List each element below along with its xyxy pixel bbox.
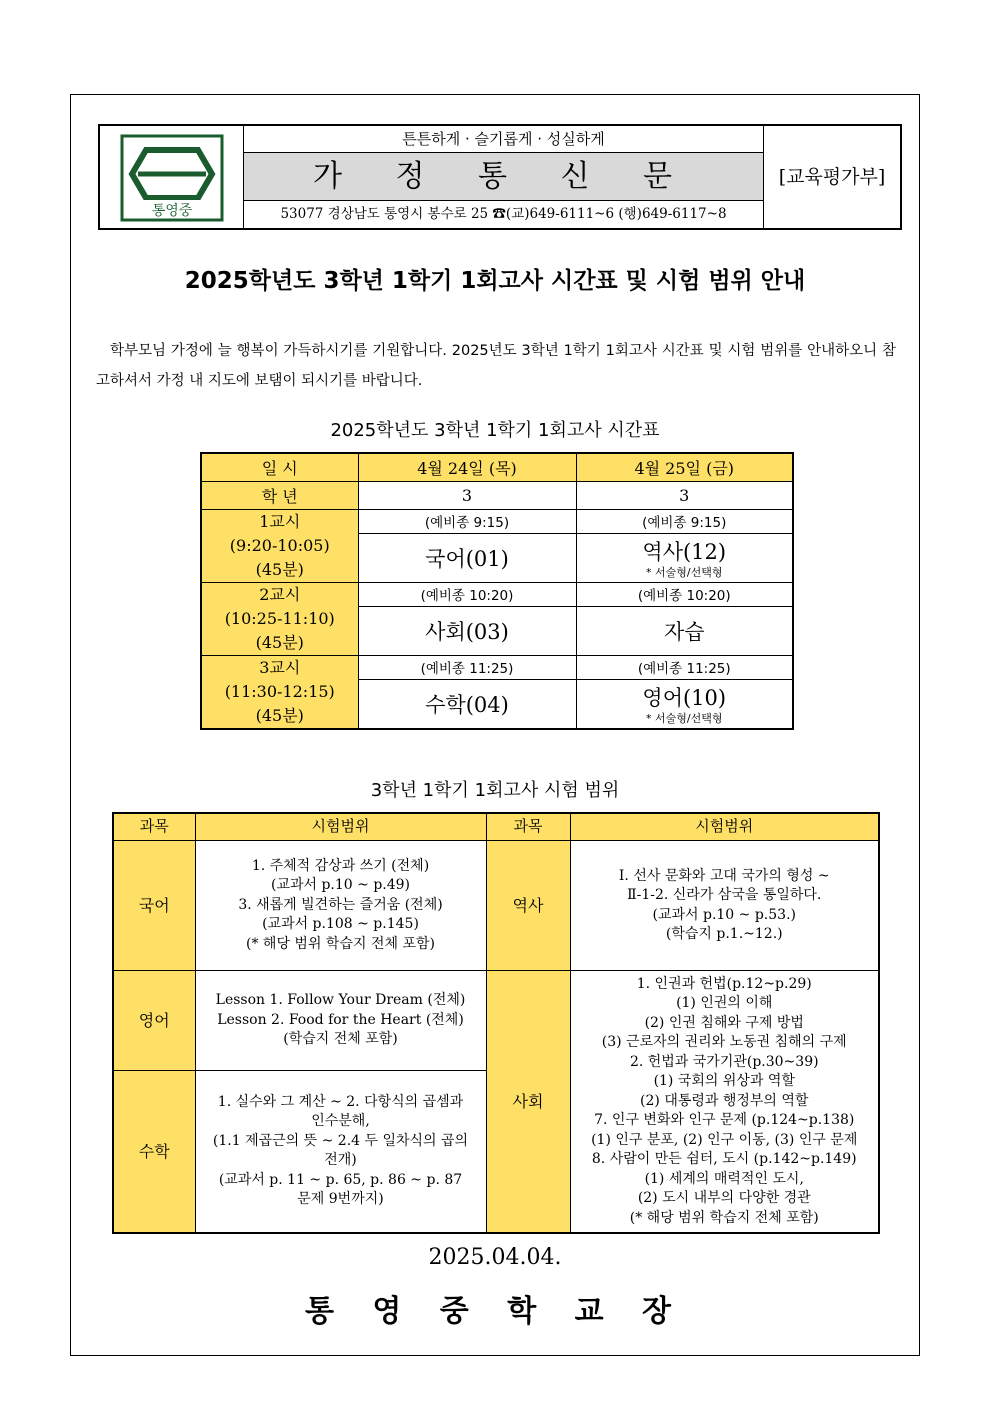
- period-2-bell-day2: (예비종 10:20): [576, 582, 793, 606]
- range-line: (학습지 전체 포함): [283, 1031, 398, 1048]
- period-2-subject-day2: 자습: [576, 606, 793, 655]
- period-3-bell-day2: (예비종 11:25): [576, 655, 793, 680]
- period-1-time: (9:20-10:05): [229, 535, 330, 555]
- period-3-cell: [201, 655, 358, 729]
- range-line: (교과서 p. 11 ~ p. 65, p. 86 ~ p. 87: [218, 1171, 463, 1188]
- subject-header-right: 과목: [486, 813, 570, 841]
- range-line: (* 해당 범위 학습지 전체 포함): [246, 935, 435, 952]
- range-line: (교과서 p.108 ~ p.145): [262, 916, 419, 933]
- exam-schedule-table: [200, 452, 794, 730]
- range-line: (* 해당 범위 학습지 전체 포함): [629, 1209, 819, 1226]
- day1-header: 4월 24일 (목): [358, 453, 576, 481]
- range-line: 1. 인권과 헌법(p.12~p.29): [636, 975, 812, 992]
- period-3-time: (11:30-12:15): [224, 681, 335, 701]
- range-line: 3. 새롭게 빌견하는 즐거움 (전체): [238, 896, 443, 913]
- range-line: (1) 세계의 매력적인 도시,: [644, 1170, 804, 1187]
- range-line: (1) 국회의 위상과 역할: [653, 1073, 795, 1089]
- period-2-bell-day1: (예비종 10:20): [358, 582, 576, 606]
- schedule-title: 2025학년도 3학년 1학기 1회고사 시간표: [330, 420, 660, 441]
- range-line: 8. 사람이 만든 쉼터, 도시 (p.142~p.149): [591, 1151, 857, 1167]
- range-line: 인수분해,: [311, 1113, 370, 1130]
- scope-title: 3학년 1학기 1회고사 시험 범위: [370, 780, 620, 801]
- logo-text: 통영중: [151, 203, 193, 219]
- period-2-duration: (45분): [255, 632, 304, 652]
- grade-label: 학 년: [201, 481, 358, 509]
- range-line: 전개): [324, 1152, 357, 1169]
- subject-korean: 국어: [113, 841, 195, 971]
- range-line: (학습지 p.1.~12.): [665, 926, 783, 942]
- exam-scope-table: [112, 812, 880, 1234]
- subject-history: 역사: [486, 841, 570, 971]
- range-line: Lesson 2. Food for the Heart (전체): [217, 1011, 464, 1028]
- period-3-day2-cell: [576, 680, 793, 729]
- period-1-note-day2: * 서술형/선택형: [646, 565, 723, 579]
- grade-day2: 3: [576, 481, 793, 509]
- period-1-day2-cell: [576, 533, 793, 582]
- range-line: (3) 근로자의 권리와 노동권 침해의 구제: [601, 1034, 847, 1050]
- range-line: 1. 주체적 감상과 쓰기 (전체): [251, 857, 430, 874]
- range-line: 2. 헌법과 국가기관(p.30~39): [629, 1053, 819, 1070]
- range-line: (교과서 p.10 ~ p.53.): [652, 906, 796, 923]
- range-line: 1. 실수와 그 계산 ~ 2. 다항식의 곱셈과: [217, 1093, 464, 1110]
- day2-header: 4월 25일 (금): [576, 453, 793, 481]
- intro-paragraph: 학부모님 가정에 늘 행복이 가득하시기를 기원합니다. 2025년도 3학년 1학기 1회고사 시간표 및 시험 범위를 안내하오니 참고하셔서 가정 내 지도에 보탬이 되시기를 바랍니다.: [96, 343, 896, 389]
- period-2-subject-day1: 사회(03): [358, 606, 576, 655]
- subject-math: 수학: [113, 1071, 195, 1233]
- period-1-bell-day1: (예비종 9:15): [358, 509, 576, 533]
- subject-english: 영어: [113, 971, 195, 1071]
- period-3-name: 3교시: [259, 657, 301, 677]
- range-line: 7. 인구 변화와 인구 문제 (p.124~p.138): [594, 1112, 855, 1128]
- range-line: 문제 9번까지): [297, 1191, 384, 1208]
- range-header-right: 시험범위: [570, 813, 879, 841]
- period-3-bell-day1: (예비종 11:25): [358, 655, 576, 680]
- range-line: (교과서 p.10 ~ p.49): [270, 877, 411, 894]
- department-label: [교육평가부]: [778, 166, 886, 188]
- period-3-subject-day2: 영어(10): [642, 685, 727, 710]
- letterhead: [98, 124, 902, 230]
- period-1-bell-day2: (예비종 9:15): [576, 509, 793, 533]
- period-1-name: 1교시: [259, 511, 301, 531]
- period-2-time: (10:25-11:10): [224, 608, 335, 628]
- subject-social: 사회: [486, 971, 570, 1233]
- range-line: Ⅱ-1-2. 신라가 삼국을 통일하다.: [627, 887, 822, 903]
- period-2-cell: [201, 582, 358, 655]
- school-emblem-icon: [100, 126, 244, 228]
- period-3-duration: (45분): [255, 705, 304, 725]
- range-math: [195, 1071, 486, 1233]
- school-address: 53077 경상남도 통영시 봉수로 25 ☎(교)649-6111~6 (행)649-6117~8: [280, 206, 727, 222]
- newsletter-title: 가 정 통 신 문: [244, 153, 763, 201]
- range-line: (1) 인구 분포, (2) 인구 이동, (3) 인구 문제: [591, 1131, 858, 1148]
- range-line: (2) 인권 침해와 구제 방법: [644, 1014, 804, 1031]
- range-line: I. 선사 문화와 고대 국가의 형성 ~: [618, 867, 830, 884]
- range-line: (2) 대통령과 행정부의 역할: [640, 1092, 809, 1109]
- range-line: (1.1 제곱근의 뜻 ~ 2.4 두 일차식의 곱의: [212, 1132, 469, 1149]
- range-korean: [195, 841, 486, 971]
- period-3-note-day2: * 서술형/선택형: [646, 711, 723, 725]
- principal-signature: 통 영 중 학 교 장: [304, 1294, 686, 1329]
- period-2-name: 2교시: [259, 584, 301, 604]
- range-history: [570, 841, 879, 971]
- school-logo: [100, 126, 244, 228]
- document-title: 2025학년도 3학년 1학기 1회고사 시간표 및 시험 범위 안내: [184, 268, 806, 294]
- subject-header-left: 과목: [113, 813, 195, 841]
- range-english: [195, 971, 486, 1071]
- period-1-duration: (45분): [255, 559, 304, 579]
- range-line: (1) 인권의 이해: [676, 995, 773, 1011]
- grade-day1: 3: [358, 481, 576, 509]
- period-1-subject-day1: 국어(01): [358, 533, 576, 582]
- school-motto: 튼튼하게 · 슬기롭게 · 성실하게: [244, 126, 763, 153]
- range-header-left: 시험범위: [195, 813, 486, 841]
- issue-date: 2025.04.04.: [428, 1245, 562, 1270]
- range-line: Lesson 1. Follow Your Dream (전체): [215, 992, 466, 1009]
- period-1-cell: [201, 509, 358, 582]
- date-label: 일 시: [201, 453, 358, 481]
- period-1-subject-day2: 역사(12): [642, 539, 727, 564]
- range-social: [570, 971, 879, 1233]
- range-line: (2) 도시 내부의 다양한 경관: [637, 1190, 811, 1206]
- period-3-subject-day1: 수학(04): [358, 680, 576, 729]
